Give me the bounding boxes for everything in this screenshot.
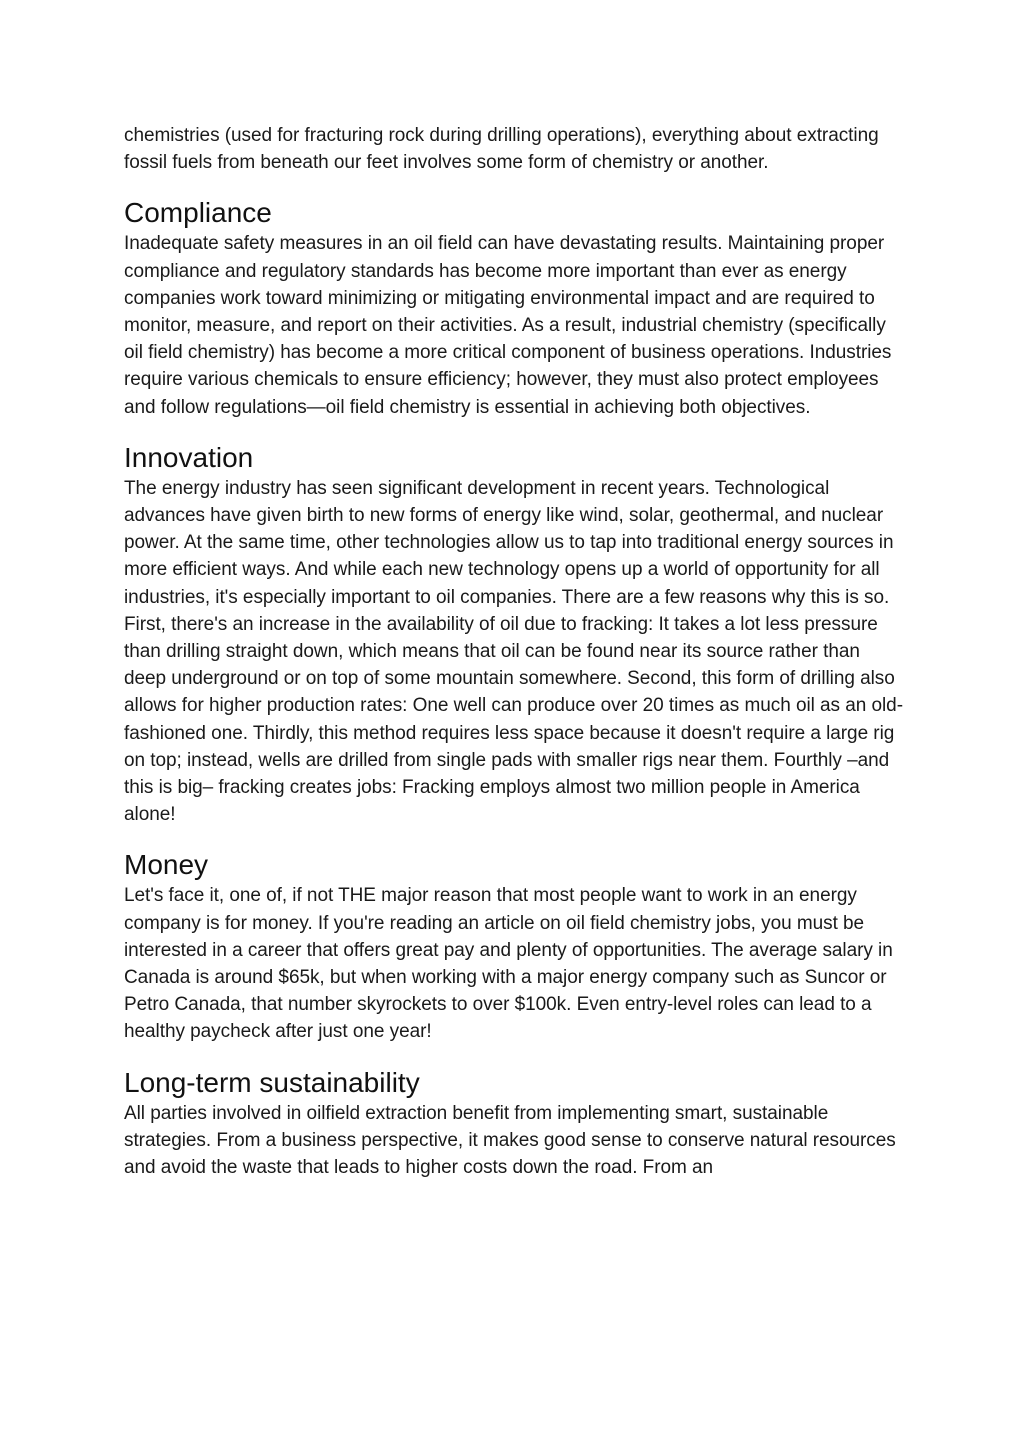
section-body-innovation: The energy industry has seen significant development in recent years. Technological advances have given birth to new forms of energy like wind, solar, geothermal, and nuclear power. At the same time, other technologies allow us to tap into traditional energy sources in more efficient ways. And while each new technology opens up a world of opportunity for all industries, it's especially important to oil companies. There are a few reasons why this is so. First, there's an increase in the availability of oil due to fracking: It takes a lot less pressure than drilling straight down, which means that oil can be found near its source rather than deep underground or on top of some mountain somewhere. Second, this form of drilling also allows for higher production rates: One well can produce over 20 times as much oil as an old-fashioned one. Thirdly, this method requires less space because it doesn't require a large rig on top; instead, wells are drilled from single pads with smaller rigs near them. Fourthly –and this is big– fracking creates jobs: Fracking employs almost two million people in America alone!: [124, 477, 903, 826]
section-heading-compliance: Compliance: [124, 197, 272, 229]
section-heading-innovation: Innovation: [124, 441, 254, 473]
section-body-compliance: Inadequate safety measures in an oil field can have devastating results. Maintaining proper compliance and regulatory standards has become more important than ever as energy companies work toward minimizing or mitigating environmental impact and are required to monitor, measure, and report on their activities. As a result, industrial chemistry (specifically oil field chemistry) has become a more critical component of business operations. Industries require various chemicals to ensure efficiency; however, they must also protect employees and follow regulations—oil field chemistry is essential in achieving both objectives.: [124, 233, 892, 418]
section-heading-money: Money: [124, 849, 209, 881]
section-heading-long-term-sustainability: Long-term sustainability: [124, 1066, 420, 1098]
section-money: [124, 828, 906, 1045]
intro-paragraph: chemistries (used for fracturing rock during drilling operations), everything about extracting fossil fuels from beneath our feet involves some form of chemistry or another.: [124, 125, 879, 174]
section-compliance: [124, 176, 906, 420]
section-long-term-sustainability: [124, 1046, 906, 1182]
section-innovation: [124, 421, 906, 829]
document-page: [124, 122, 906, 1181]
section-body-long-term-sustainability: All parties involved in oilfield extraction benefit from implementing smart, sustainable strategies. From a business perspective, it makes good sense to conserve natural resources and avoid the waste that leads to higher costs down the road. From an: [124, 1102, 896, 1179]
section-body-money: Let's face it, one of, if not THE major reason that most people want to work in an energy company is for money. If you're reading an article on oil field chemistry jobs, you must be interested in a career that offers great pay and plenty of opportunities. The average salary in Canada is around $65k, but when working with a major energy company such as Suncor or Petro Canada, that number skyrockets to over $100k. Even entry-level roles can lead to a healthy paycheck after just one year!: [124, 885, 893, 1043]
